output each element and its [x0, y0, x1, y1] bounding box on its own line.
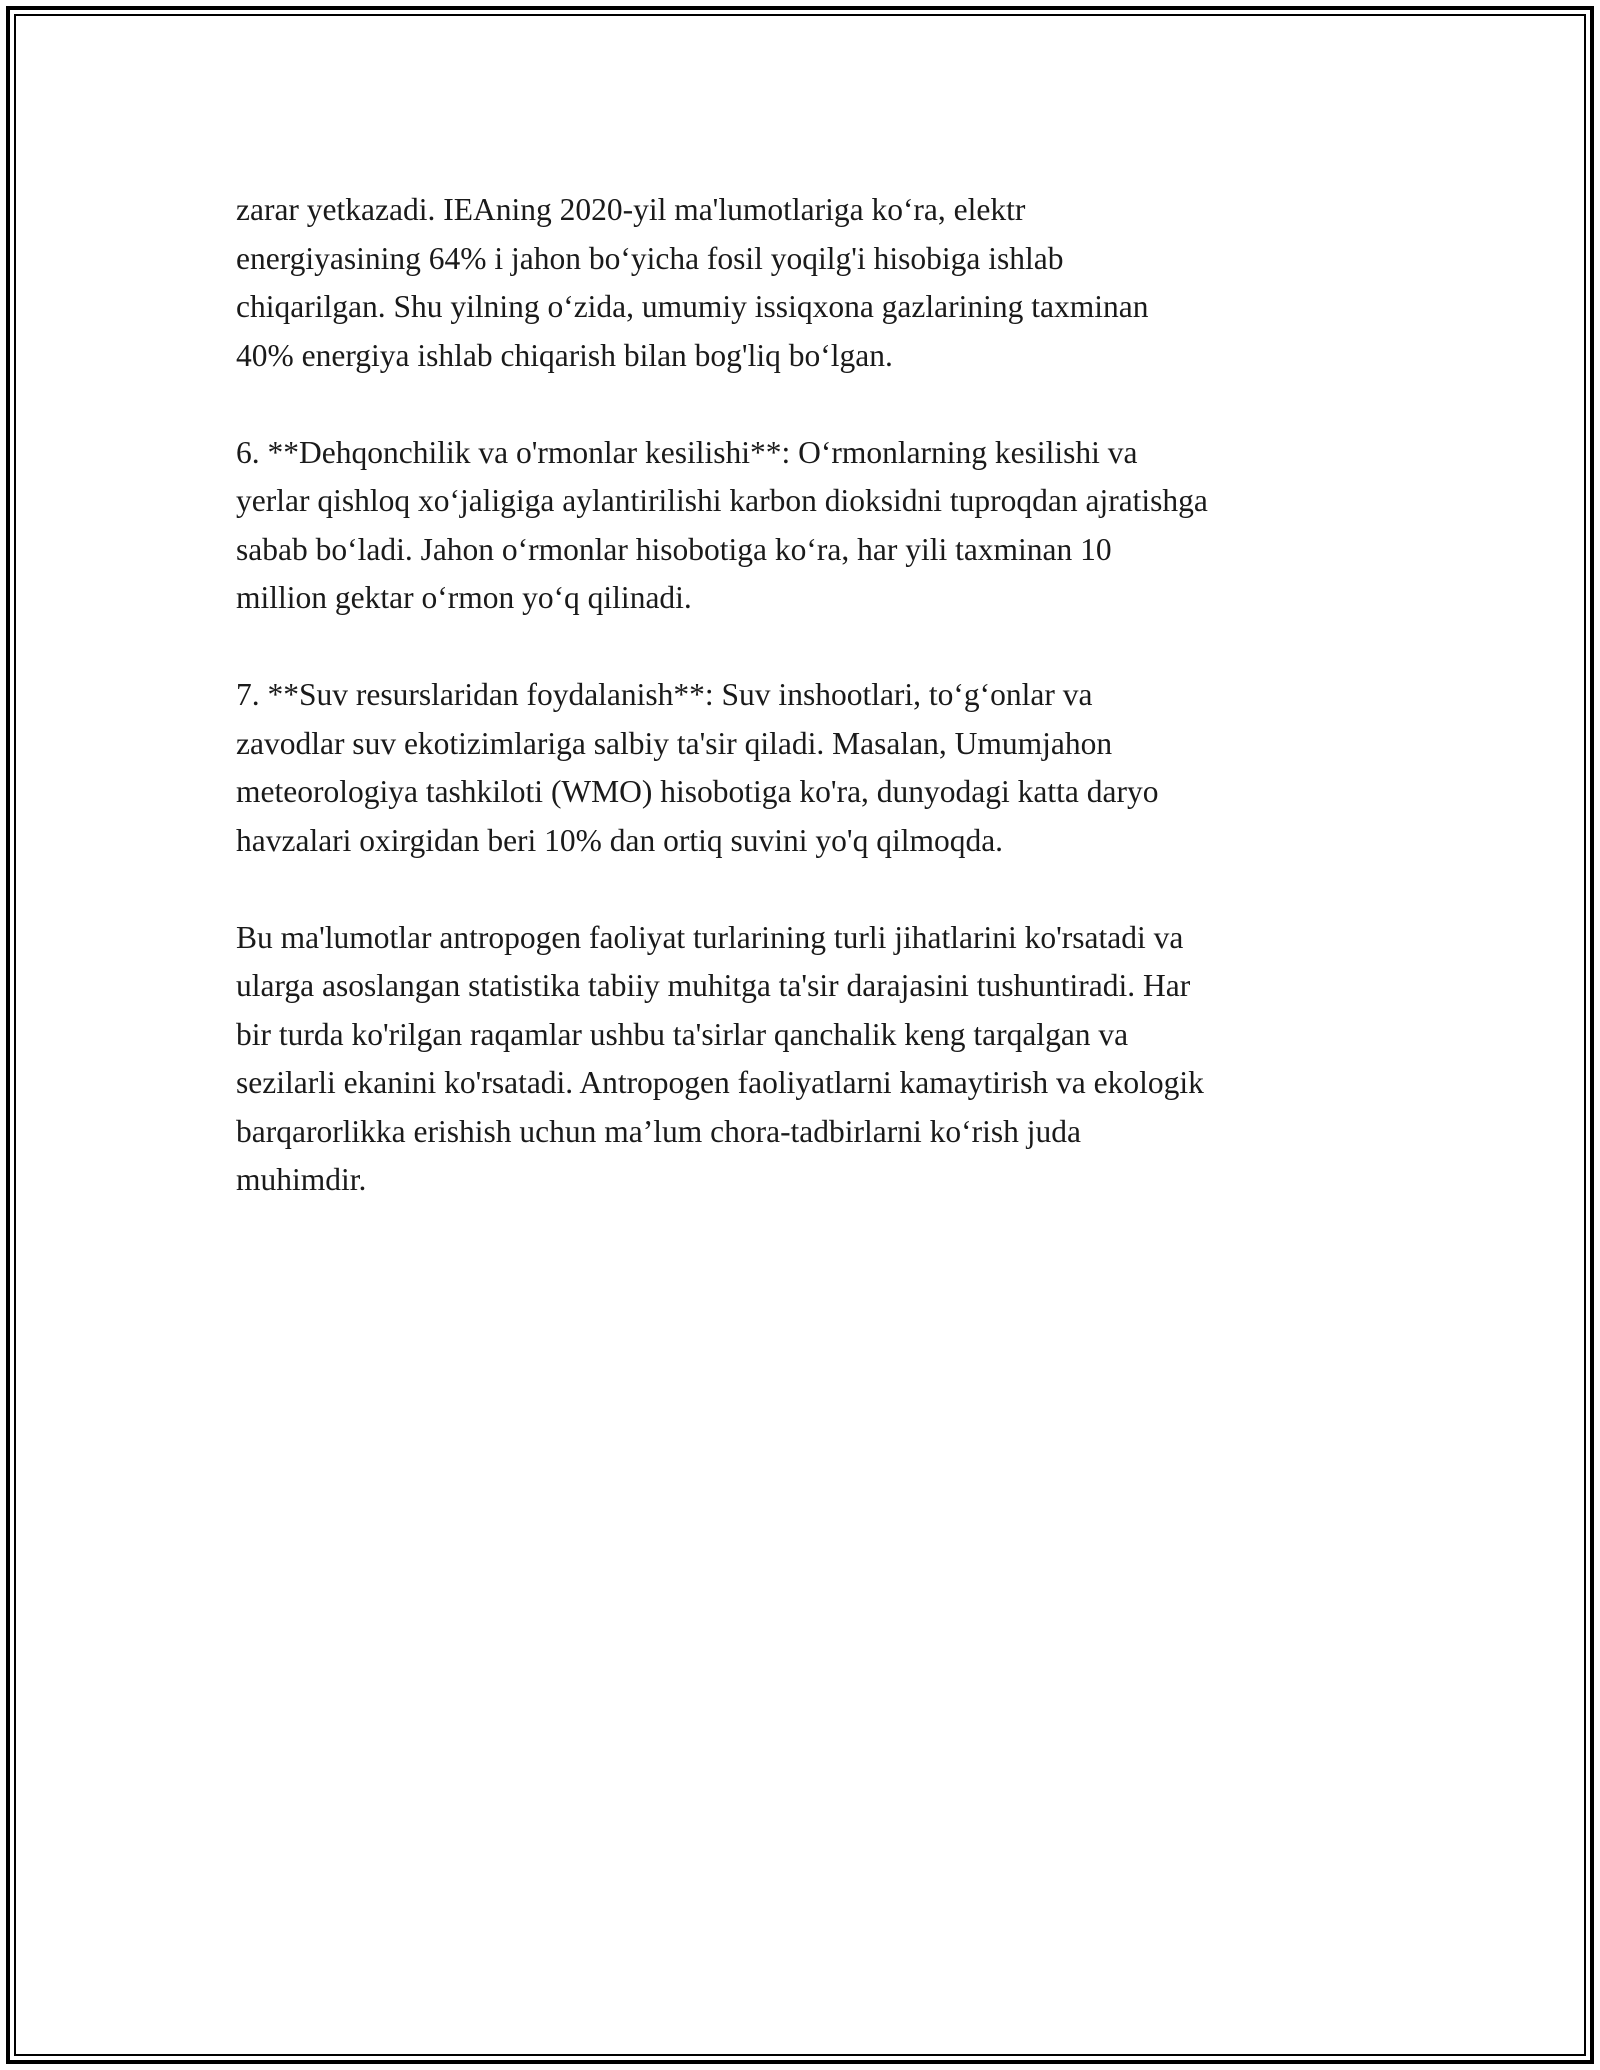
paragraph-water-resources: 7. **Suv resurslaridan foydalanish**: Suv inshootlari, to‘g‘onlar va zavodlar suv ekotizimlariga salbiy ta'sir qiladi. Masalan, Umumjahon meteorologiya tashkiloti (WMO) hisobotiga ko'ra, dunyodagi katta daryo havzalari oxirgidan beri 10% dan ortiq suvini yo'q qilmoqda. [236, 677, 1159, 858]
paragraph-agriculture-deforestation: 6. **Dehqonchilik va o'rmonlar kesilishi**: O‘rmonlarning kesilishi va yerlar qishloq xo‘jaligiga aylantirilishi karbon dioksidni tuproqdan ajratishga sabab bo‘ladi. Jahon o‘rmonlar hisobotiga ko‘ra, har yili taxminan 10 million gektar o‘rmon yo‘q qilinadi. [236, 434, 1208, 615]
document-body [236, 186, 1386, 1253]
paragraph-conclusion: Bu ma'lumotlar antropogen faoliyat turlarining turli jihatlarini ko'rsatadi va ularga asoslangan statistika tabiiy muhitga ta'sir darajasini tushuntiradi. Har bir turda ko'rilgan raqamlar ushbu ta'sirlar qanchalik keng tarqalgan va sezilarli ekanini ko'rsatadi. Antropogen faoliyatlarni kamaytirish va ekologik barqarorlikka erishish uchun ma’lum chora-tadbirlarni ko‘rish juda muhimdir. [236, 919, 1204, 1197]
paragraph-energy-continuation: zarar yetkazadi. IEAning 2020-yil ma'lumotlariga ko‘ra, elektr energiyasining 64% i jahon bo‘yicha fosil yoqilg'i hisobiga ishlab chiqarilgan. Shu yilning o‘zida, umumiy issiqxona gazlarining taxminan 40% energiya ishlab chiqarish bilan bog'liq bo‘lgan. [236, 192, 1149, 373]
